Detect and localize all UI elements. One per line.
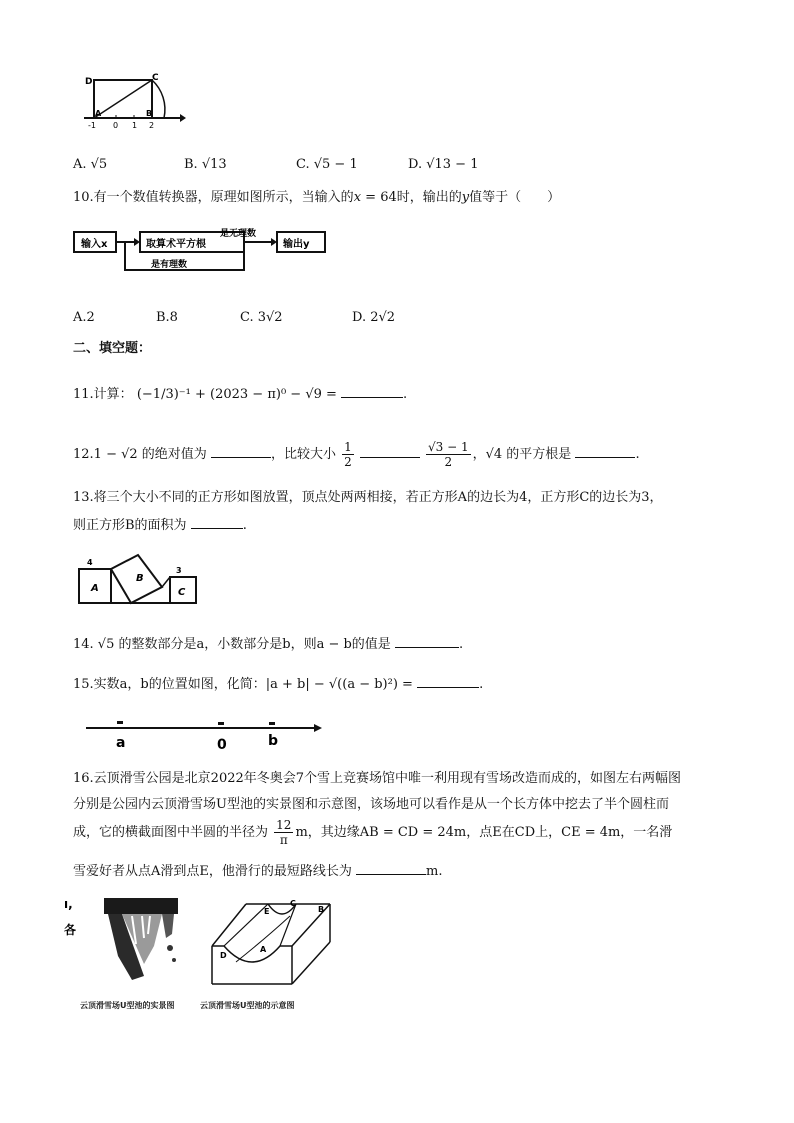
q9-label-C: C <box>152 73 159 83</box>
q12-blank-root[interactable] <box>575 443 635 458</box>
q13-line1: 13.将三个大小不同的正方形如图放置，顶点处两两相接，若正方形A的边长为4，正方形C的边长为3， <box>73 490 663 505</box>
q13-answer-blank[interactable] <box>191 514 243 529</box>
q10-flow-irrational: 是无理数 <box>220 229 257 239</box>
q10-stem-suffix: 值等于（ ） <box>469 190 561 205</box>
q10-flow-output: 输出y <box>283 239 310 250</box>
svg-text:各: 各 <box>64 923 77 937</box>
q16-caption-right: 云顶滑雪场U型池的示意图 <box>200 1001 295 1010</box>
q9-label-A: A <box>95 109 102 118</box>
q10-flow-rational: 是有理数 <box>151 260 188 270</box>
q9-option-d[interactable]: D. √13 − 1 <box>408 157 479 172</box>
q12-frac2: $\frac{√3 - 1}{2}$ <box>428 440 469 469</box>
q9-option-a[interactable]: A. √5 <box>73 157 108 172</box>
q16-line1: 16.云顶滑雪公园是北京2022年冬奥会7个雪上竞赛场馆中唯一利用现有雪场改造而成的，如图左右两幅图 <box>73 771 682 786</box>
q10-stem-var-y: y <box>461 190 470 205</box>
q13-label-3: 3 <box>176 566 182 575</box>
q10-flow-input: 输入x <box>81 239 108 250</box>
q15-text: 15.实数a，b的位置如图，化简：|a + b| − √((a − b)²) = <box>73 677 413 692</box>
q11-expr: (−1/3)⁻¹ + (2023 − π)⁰ − √9 = <box>136 387 337 402</box>
q9-tick-neg1: -1 <box>88 121 96 130</box>
q9-option-c[interactable]: C. √5 − 1 <box>296 157 358 172</box>
q15-label-b: b <box>268 733 279 749</box>
q14: 14. √5 的整数部分是a，小数部分是b，则a − b的值是 . <box>73 633 463 654</box>
q11-prefix: 11.计算： <box>73 387 133 402</box>
q13-label-C: C <box>178 587 186 598</box>
q16-line4b: m. <box>426 864 443 879</box>
q12-mid2: ，√4 的平方根是 <box>472 447 572 462</box>
q16-label-C: C <box>290 899 296 908</box>
q16-answer-blank[interactable] <box>356 860 426 875</box>
q16-label-E: E <box>264 907 270 916</box>
q16-radius-frac: $\frac{12}{\pi}$ <box>276 818 292 847</box>
svg-text:ı,: ı, <box>64 897 73 911</box>
q12: 12.1 − √2 的绝对值为 ，比较大小 $\frac{1}{2}$ $\frac{√3 - 1}{2}$ ，√4 的平方根是 . <box>73 440 640 469</box>
q15-label-a: a <box>116 735 126 751</box>
q16-caption-left: 云顶滑雪场U型池的实景图 <box>80 1001 175 1010</box>
q10-option-a[interactable]: A.2 <box>73 310 95 325</box>
q13-label-A: A <box>91 583 99 594</box>
q16-line3 <box>73 818 672 848</box>
q16-schematic-figure <box>206 898 340 990</box>
q15-label-0: 0 <box>217 737 227 752</box>
q11: 11.计算： (−1/3)⁻¹ + (2023 − π)⁰ − √9 = . <box>73 383 407 404</box>
q13-figure <box>76 553 200 607</box>
q16-label-D: D <box>220 951 227 960</box>
q9-figure <box>82 72 186 130</box>
q10-stem-mid: = 64时，输出的 <box>361 190 462 205</box>
q9-tick-1: 1 <box>132 121 138 130</box>
q16-photo-figure <box>62 894 190 986</box>
q13-label-B: B <box>136 573 144 584</box>
q10-flow-process: 取算术平方根 <box>146 239 206 250</box>
q13-line2: 则正方形B的面积为 <box>73 518 187 533</box>
q10-stem-prefix: 10.有一个数值转换器，原理如图所示，当输入的 <box>73 190 354 205</box>
q16-line4 <box>73 860 443 881</box>
q15-number-line <box>86 716 322 752</box>
q16-line3b: m，其边缘AB = CD = 24m，点E在CD上，CE = 4m，一名滑 <box>295 825 673 840</box>
q10-option-b[interactable]: B.8 <box>156 310 178 325</box>
q12-blank-abs[interactable] <box>211 443 271 458</box>
q16-line3a: 成，它的横截面图中半圆的半径为 <box>73 825 269 840</box>
q9-option-b[interactable]: B. √13 <box>184 157 227 172</box>
q12-blank-compare[interactable] <box>360 443 420 458</box>
q16-label-B: B <box>318 905 325 914</box>
q12-prefix: 12.1 − √2 的绝对值为 <box>73 447 207 462</box>
q10-option-c[interactable]: C. 3√2 <box>240 310 283 325</box>
q14-text: 14. √5 的整数部分是a，小数部分是b，则a − b的值是 <box>73 637 391 652</box>
q14-answer-blank[interactable] <box>395 633 459 648</box>
q16-line4a: 雪爱好者从点A滑到点E，他滑行的最短路线长为 <box>73 864 352 879</box>
q9-label-D: D <box>85 77 93 87</box>
q13-line2-wrap: 则正方形B的面积为 . <box>73 514 247 535</box>
q9-label-B: B <box>146 109 153 118</box>
section-fill-in-title: 二、填空题： <box>73 341 152 356</box>
q16-line2: 分别是公园内云顶滑雪场U型池的实景图和示意图，该场地可以看作是从一个长方体中挖去了半个圆柱而 <box>73 797 669 812</box>
q12-mid1: ，比较大小 <box>270 447 336 462</box>
q9-tick-0: 0 <box>113 121 119 130</box>
q15-answer-blank[interactable] <box>417 673 479 688</box>
q16-label-A: A <box>260 945 267 954</box>
q11-answer-blank[interactable] <box>341 383 403 398</box>
q9-tick-2: 2 <box>149 121 155 130</box>
q13-label-4: 4 <box>87 558 93 567</box>
q10-option-d[interactable]: D. 2√2 <box>352 310 396 325</box>
q15: 15.实数a，b的位置如图，化简：|a + b| − √((a − b)²) = . <box>73 673 483 694</box>
q10-stem-var-x: x <box>353 190 362 205</box>
q10-flowchart <box>73 226 329 278</box>
q12-frac1: $\frac{1}{2}$ <box>344 440 352 469</box>
q10-stem <box>73 189 560 207</box>
